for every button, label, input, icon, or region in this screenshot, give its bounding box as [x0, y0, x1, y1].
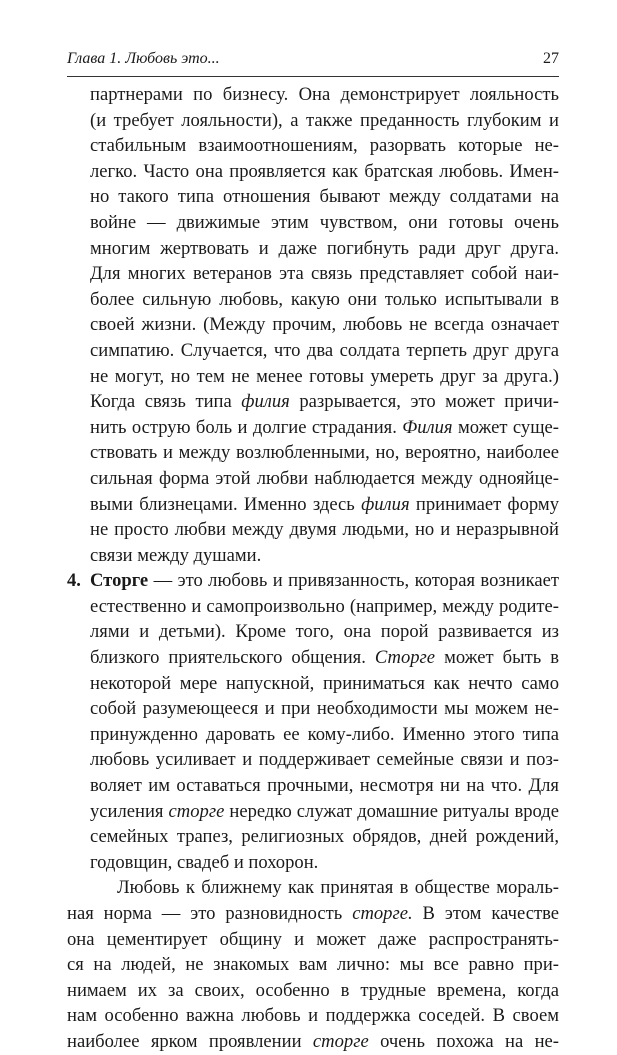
text-line: Любовь к ближнему как принятая в обществе мораль- [117, 877, 559, 899]
text-line: семейных трапез, религиозных обрядов, дней рождений, [90, 826, 559, 848]
text-line: сильная форма этой любви наблюдается между однояйце- [90, 467, 559, 489]
text-line [67, 568, 559, 594]
text-line: более сильную любовь, какую они только испытывали в [90, 288, 559, 310]
text-line: ствовать и между возлюбленными, но, вероятно, наиболее [90, 442, 559, 464]
text-line: но такого типа отношения бывают между солдатами на [90, 186, 559, 208]
text-run: нить острую боль и долгие страдания. [90, 416, 403, 438]
list-item-3-continuation [67, 82, 559, 568]
text-line: любовь усиливает и поддерживает семейные связи и поз- [90, 749, 559, 771]
text-run: может быть в [435, 647, 559, 669]
page-number: 27 [543, 50, 559, 67]
text-line: не просто любви между двумя людьми, но и неразрывной [90, 519, 559, 541]
text-run: В этом качестве [412, 903, 559, 924]
text-run: Когда связь типа [90, 391, 242, 413]
text-line [67, 901, 559, 927]
text-run: очень похожа на не- [368, 1030, 559, 1052]
text-line: нам особенно важна любовь и поддержка соседей. В своем [67, 1005, 559, 1027]
text-line: многим жертвовать и даже погибнуть ради друг друга. [90, 237, 559, 259]
emphasis-term: филия [241, 391, 290, 413]
list-marker: 4. [67, 570, 81, 592]
text-line: своей жизни. (Между прочим, любовь не всегда означает [90, 314, 559, 336]
text-line: симпатию. Случается, что два солдата терпеть друг друга [90, 339, 559, 361]
chapter-title: Глава 1. Любовь это... [67, 50, 220, 67]
text-line: войне — движимые этим чувством, они готовы очень [90, 211, 559, 233]
list-item-4 [67, 568, 559, 875]
emphasis-term: филия [361, 493, 410, 515]
text-line: стабильным взаимоотношениям, разорвать которые не- [90, 135, 559, 157]
text-line: партнерами по бизнесу. Она демонстрирует лояльность [90, 84, 559, 105]
running-header [67, 50, 559, 72]
emphasis-term: Сторге [374, 647, 436, 669]
text-line: (и требует лояльности), а также преданность глубоким и [90, 109, 559, 131]
text-run: усиления [90, 800, 169, 822]
text-line: некоторой мере напускной, приниматься как нечто само [90, 672, 559, 694]
text-line [90, 389, 559, 415]
text-line [90, 415, 559, 441]
text-line [67, 1029, 559, 1055]
text-line [90, 645, 559, 671]
text-run: близкого приятельского общения. [90, 647, 375, 669]
emphasis-term: сторге [168, 800, 225, 822]
text-line: связи между душами. [90, 544, 262, 566]
text-line: Для многих ветеранов эта связь представляет собой наи- [90, 263, 559, 285]
text-line: не могут, но тем не менее готовы умереть друг за друга.) [90, 365, 559, 387]
text-run: выми близнецами. Именно здесь [90, 493, 362, 515]
text-run: нередко служат домашние ритуалы вроде [224, 800, 559, 822]
text-run: может суще- [452, 416, 559, 438]
text-line: она цементирует общину и может даже распространять- [67, 928, 559, 950]
text-run: — это любовь и привязанность, которая возникает [148, 570, 559, 592]
text-line: легко. Часто она проявляется как братская любовь. Имен- [90, 160, 559, 182]
text-line: естественно и самопроизвольно (например, между родите- [90, 595, 559, 617]
header-rule [67, 76, 559, 77]
text-line: воляет им оставаться прочными, несмотря ни на что. Для [90, 775, 559, 797]
emphasis-term: сторге [312, 1030, 369, 1052]
text-line: принужденно даровать ее кому-либо. Именно этого типа [90, 723, 559, 745]
text-line: собой разумеющееся и при необходимости мы можем не- [90, 698, 559, 720]
text-run: разрывается, это может причи- [289, 391, 559, 413]
body-text [67, 82, 559, 1055]
paragraph [67, 875, 559, 1054]
text-line [90, 492, 559, 518]
text-line: ся на людей, не знакомых вам лично: мы все равно при- [67, 954, 559, 976]
text-line: лями и детьми). Кроме того, она порой развивается из [90, 621, 559, 643]
text-line: годовщин, свадеб и похорон. [90, 851, 319, 873]
text-run: принимает форму [409, 493, 559, 515]
emphasis-term: Филия [402, 416, 453, 438]
text-run: наиболее ярком проявлении [67, 1030, 313, 1052]
list-term: Сторге [90, 570, 149, 592]
text-line: нимаем их за своих, особенно в трудные времена, когда [67, 979, 559, 1001]
text-line [90, 799, 559, 825]
emphasis-term: сторге. [352, 903, 413, 924]
text-run: ная норма — это разновидность [67, 903, 353, 924]
